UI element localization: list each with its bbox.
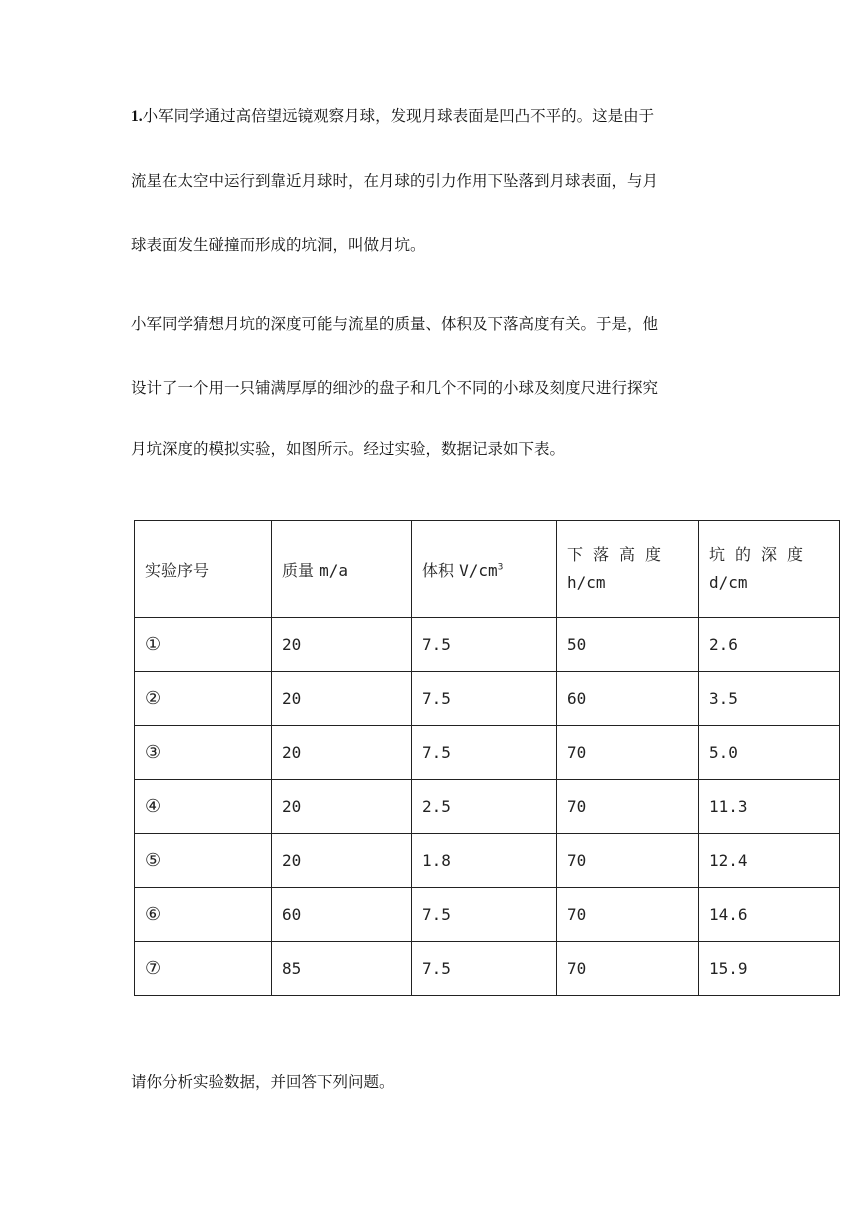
table-row — [135, 672, 840, 726]
cell-index: ⑥ — [135, 888, 272, 942]
header-depth: 坑的深度 d/cm — [699, 521, 840, 618]
cell-depth: 14.6 — [699, 888, 840, 942]
cell-height: 50 — [557, 618, 699, 672]
cell-volume: 7.5 — [412, 888, 557, 942]
table-row — [135, 942, 840, 996]
header-height: 下落高度 h/cm — [557, 521, 699, 618]
table-row — [135, 834, 840, 888]
cell-index: ① — [135, 618, 272, 672]
cell-mass: 20 — [272, 726, 412, 780]
table-row — [135, 726, 840, 780]
cell-mass: 20 — [272, 672, 412, 726]
header-mass: 质量 m/a — [272, 521, 412, 618]
cell-depth: 12.4 — [699, 834, 840, 888]
cell-index: ⑤ — [135, 834, 272, 888]
cell-index: ⑦ — [135, 942, 272, 996]
table-row — [135, 780, 840, 834]
cell-depth: 15.9 — [699, 942, 840, 996]
table-row — [135, 618, 840, 672]
cell-volume: 7.5 — [412, 942, 557, 996]
cell-index: ② — [135, 672, 272, 726]
question-prompt: 请你分析实验数据，并回答下列问题。 — [131, 1073, 395, 1091]
hypothesis-line-1: 小军同学猜想月坑的深度可能与流星的质量、体积及下落高度有关。于是，他 — [131, 315, 659, 333]
cell-volume: 7.5 — [412, 672, 557, 726]
cell-height: 60 — [557, 672, 699, 726]
cell-mass: 20 — [272, 780, 412, 834]
cell-mass: 20 — [272, 834, 412, 888]
cell-depth: 3.5 — [699, 672, 840, 726]
cell-mass: 60 — [272, 888, 412, 942]
hypothesis-line-3: 月坑深度的模拟实验，如图所示。经过实验，数据记录如下表。 — [131, 440, 566, 458]
cell-depth: 5.0 — [699, 726, 840, 780]
cell-volume: 1.8 — [412, 834, 557, 888]
cell-mass: 85 — [272, 942, 412, 996]
cell-height: 70 — [557, 780, 699, 834]
header-index: 实验序号 — [135, 521, 272, 618]
cell-height: 70 — [557, 834, 699, 888]
intro-line-2: 流星在太空中运行到靠近月球时，在月球的引力作用下坠落到月球表面，与月 — [131, 172, 659, 190]
cell-index: ③ — [135, 726, 272, 780]
cell-volume: 7.5 — [412, 726, 557, 780]
cell-depth: 11.3 — [699, 780, 840, 834]
table-row — [135, 888, 840, 942]
table-header-row — [135, 521, 840, 618]
cell-volume: 7.5 — [412, 618, 557, 672]
cell-height: 70 — [557, 888, 699, 942]
header-volume: 体积 $V/cm^3$ — [412, 521, 557, 618]
question-number: 1. — [131, 108, 143, 125]
cell-height: 70 — [557, 726, 699, 780]
hypothesis-line-2: 设计了一个用一只铺满厚厚的细沙的盘子和几个不同的小球及刻度尺进行探究 — [131, 379, 659, 397]
cell-mass: 20 — [272, 618, 412, 672]
intro-line-3: 球表面发生碰撞而形成的坑洞，叫做月坑。 — [131, 236, 426, 254]
cell-height: 70 — [557, 942, 699, 996]
cell-volume: 2.5 — [412, 780, 557, 834]
experiment-data-table — [134, 520, 840, 996]
intro-line-1: 1.小军同学通过高倍望远镜观察月球，发现月球表面是凹凸不平的。这是由于 — [131, 107, 655, 125]
cell-depth: 2.6 — [699, 618, 840, 672]
cell-index: ④ — [135, 780, 272, 834]
